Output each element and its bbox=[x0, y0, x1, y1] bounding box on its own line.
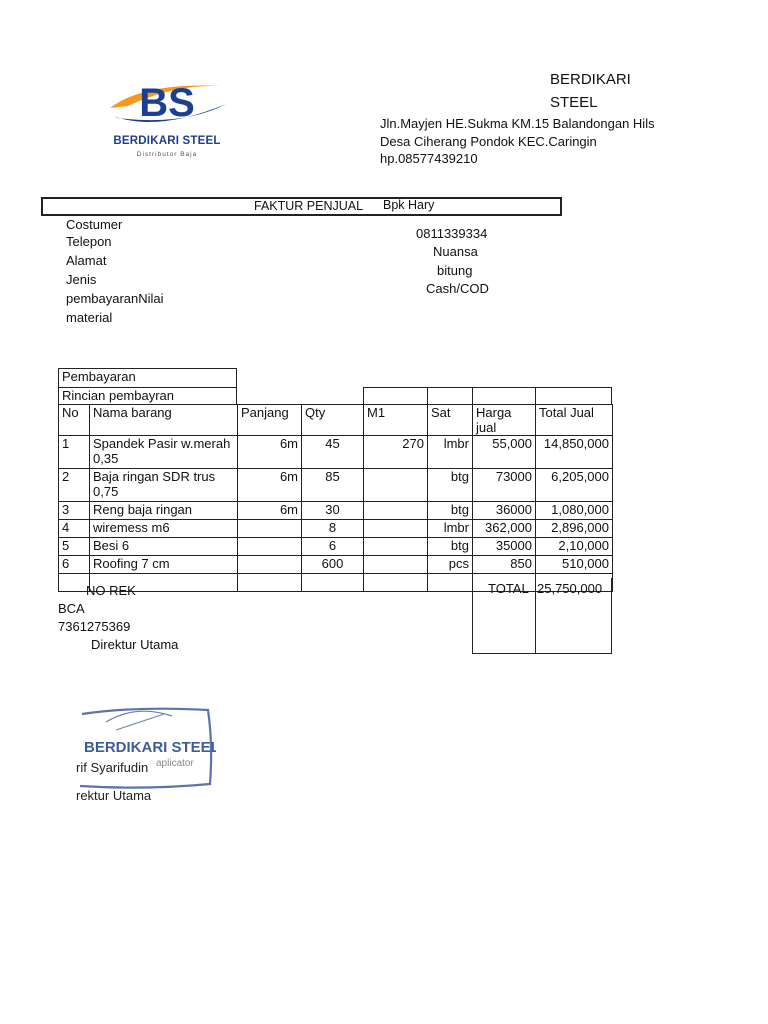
cell-price: 73000 bbox=[473, 469, 536, 502]
cell-unit: pcs bbox=[428, 556, 473, 574]
cell-m1 bbox=[364, 469, 428, 502]
table-header-row bbox=[59, 405, 613, 436]
empty-cell bbox=[302, 574, 364, 592]
cell-no: 3 bbox=[59, 502, 90, 520]
label-customer: Costumer bbox=[66, 217, 123, 232]
empty-cell bbox=[238, 574, 302, 592]
cell-length: 6m bbox=[238, 502, 302, 520]
payment-section-label: Pembayaran bbox=[62, 369, 136, 384]
cell-length bbox=[238, 556, 302, 574]
header-unit: Sat bbox=[428, 405, 473, 436]
logo-tagline: Distributor Baja bbox=[136, 151, 198, 158]
cell-unit: btg bbox=[428, 502, 473, 520]
label-phone: Telepon bbox=[66, 234, 112, 249]
customer-name: Bpk Hary bbox=[383, 198, 435, 212]
cell-total: 6,205,000 bbox=[536, 469, 613, 502]
total-value: 25,750,000 bbox=[537, 581, 603, 596]
table-row bbox=[59, 538, 613, 556]
header-length: Panjang bbox=[238, 405, 302, 436]
cell-unit: btg bbox=[428, 469, 473, 502]
blank-cell bbox=[427, 387, 473, 405]
cell-total: 14,850,000 bbox=[536, 436, 613, 469]
table-row bbox=[59, 556, 613, 574]
cell-price: 362,000 bbox=[473, 520, 536, 538]
cell-qty: 6 bbox=[302, 538, 364, 556]
cell-qty: 8 bbox=[302, 520, 364, 538]
value-phone: 0811339334 bbox=[416, 226, 488, 241]
header-price: Harga jual bbox=[473, 405, 536, 436]
cell-price: 35000 bbox=[473, 538, 536, 556]
item-name-spec: 0,75 bbox=[93, 484, 119, 499]
header-qty: Qty bbox=[302, 405, 364, 436]
bank-account-label: NO REK bbox=[86, 583, 136, 598]
company-address-line1: Jln.Mayjen HE.Sukma KM.15 Balandongan Hils bbox=[380, 116, 655, 131]
company-address-line2: Desa Ciherang Pondok KEC.Caringin bbox=[380, 134, 597, 149]
cell-unit: btg bbox=[428, 538, 473, 556]
company-stamp bbox=[76, 700, 216, 800]
cell-qty: 600 bbox=[302, 556, 364, 574]
cell-no: 5 bbox=[59, 538, 90, 556]
invoice-title: FAKTUR PENJUAL bbox=[254, 199, 364, 213]
header-no: No bbox=[59, 405, 90, 436]
value-address-line1: Nuansa bbox=[433, 244, 478, 259]
cell-length: 6m bbox=[238, 436, 302, 469]
stamp-signer-name: rif Syarifudin bbox=[76, 760, 149, 775]
cell-unit: lmbr bbox=[428, 520, 473, 538]
company-logo bbox=[104, 74, 230, 174]
item-name-spec: 0,35 bbox=[93, 451, 119, 466]
payment-section bbox=[58, 368, 237, 387]
value-address-line2: bitung bbox=[437, 263, 473, 278]
blank-cell bbox=[363, 387, 428, 405]
cell-price: 36000 bbox=[473, 502, 536, 520]
signer-title: Direktur Utama bbox=[91, 637, 179, 652]
header-m1: M1 bbox=[364, 405, 428, 436]
cell-item-name: wiremess m6 bbox=[90, 520, 238, 538]
blank-cell bbox=[535, 387, 612, 405]
cell-no: 2 bbox=[59, 469, 90, 502]
cell-m1 bbox=[364, 520, 428, 538]
stamp-icon bbox=[76, 700, 216, 800]
payment-details-label: Rincian pembayran bbox=[62, 388, 175, 403]
cell-m1 bbox=[364, 538, 428, 556]
cell-total: 2,10,000 bbox=[536, 538, 613, 556]
bank-account-number: 7361275369 bbox=[58, 619, 131, 634]
bank-name: BCA bbox=[58, 601, 85, 616]
cell-price: 55,000 bbox=[473, 436, 536, 469]
label-type: Jenis bbox=[66, 272, 97, 287]
logo-mark-icon bbox=[104, 74, 230, 136]
value-payment-type: Cash/COD bbox=[426, 281, 489, 296]
logo-mark-text: BS bbox=[139, 81, 195, 125]
cell-m1: 270 bbox=[364, 436, 428, 469]
cell-length: 6m bbox=[238, 469, 302, 502]
cell-no: 1 bbox=[59, 436, 90, 469]
cell-qty: 30 bbox=[302, 502, 364, 520]
cell-item-name bbox=[90, 436, 238, 469]
cell-price: 850 bbox=[473, 556, 536, 574]
items-table bbox=[58, 404, 613, 592]
cell-no: 6 bbox=[59, 556, 90, 574]
cell-unit: lmbr bbox=[428, 436, 473, 469]
stamp-signer-title: rektur Utama bbox=[76, 788, 152, 800]
company-phone: hp.08577439210 bbox=[380, 151, 478, 166]
table-row bbox=[59, 502, 613, 520]
label-material: material bbox=[66, 310, 113, 325]
table-row bbox=[59, 436, 613, 469]
cell-item-name: Roofing 7 cm bbox=[90, 556, 238, 574]
cell-length bbox=[238, 520, 302, 538]
header-item-name: Nama barang bbox=[90, 405, 238, 436]
label-payment-value: pembayaranNilai bbox=[66, 291, 164, 306]
header-total: Total Jual bbox=[536, 405, 613, 436]
cell-m1 bbox=[364, 556, 428, 574]
cell-m1 bbox=[364, 502, 428, 520]
cell-total: 2,896,000 bbox=[536, 520, 613, 538]
cell-total: 1,080,000 bbox=[536, 502, 613, 520]
label-address: Alamat bbox=[66, 253, 107, 268]
total-divider bbox=[535, 578, 536, 653]
item-name: Baja ringan SDR trus bbox=[93, 469, 216, 484]
logo-name: BERDIKARI STEEL bbox=[113, 135, 221, 147]
stamp-sub-text: aplicator bbox=[156, 758, 194, 769]
cell-no: 4 bbox=[59, 520, 90, 538]
table-row bbox=[59, 469, 613, 502]
blank-cell bbox=[472, 387, 536, 405]
stamp-company-text: BERDIKARI STEEL bbox=[84, 739, 216, 756]
company-name-line1: BERDIKARI bbox=[550, 71, 631, 88]
empty-cell bbox=[364, 574, 428, 592]
cell-length bbox=[238, 538, 302, 556]
cell-item-name bbox=[90, 469, 238, 502]
cell-qty: 85 bbox=[302, 469, 364, 502]
cell-total: 510,000 bbox=[536, 556, 613, 574]
item-name: Spandek Pasir w.merah bbox=[93, 436, 231, 451]
cell-qty: 45 bbox=[302, 436, 364, 469]
total-label: TOTAL bbox=[488, 581, 529, 596]
cell-item-name: Reng baja ringan bbox=[90, 502, 238, 520]
empty-cell bbox=[59, 574, 90, 592]
cell-item-name: Besi 6 bbox=[90, 538, 238, 556]
company-name-line2: STEEL bbox=[550, 94, 598, 111]
empty-cell bbox=[428, 574, 473, 592]
table-row bbox=[59, 520, 613, 538]
payment-details bbox=[58, 387, 237, 405]
